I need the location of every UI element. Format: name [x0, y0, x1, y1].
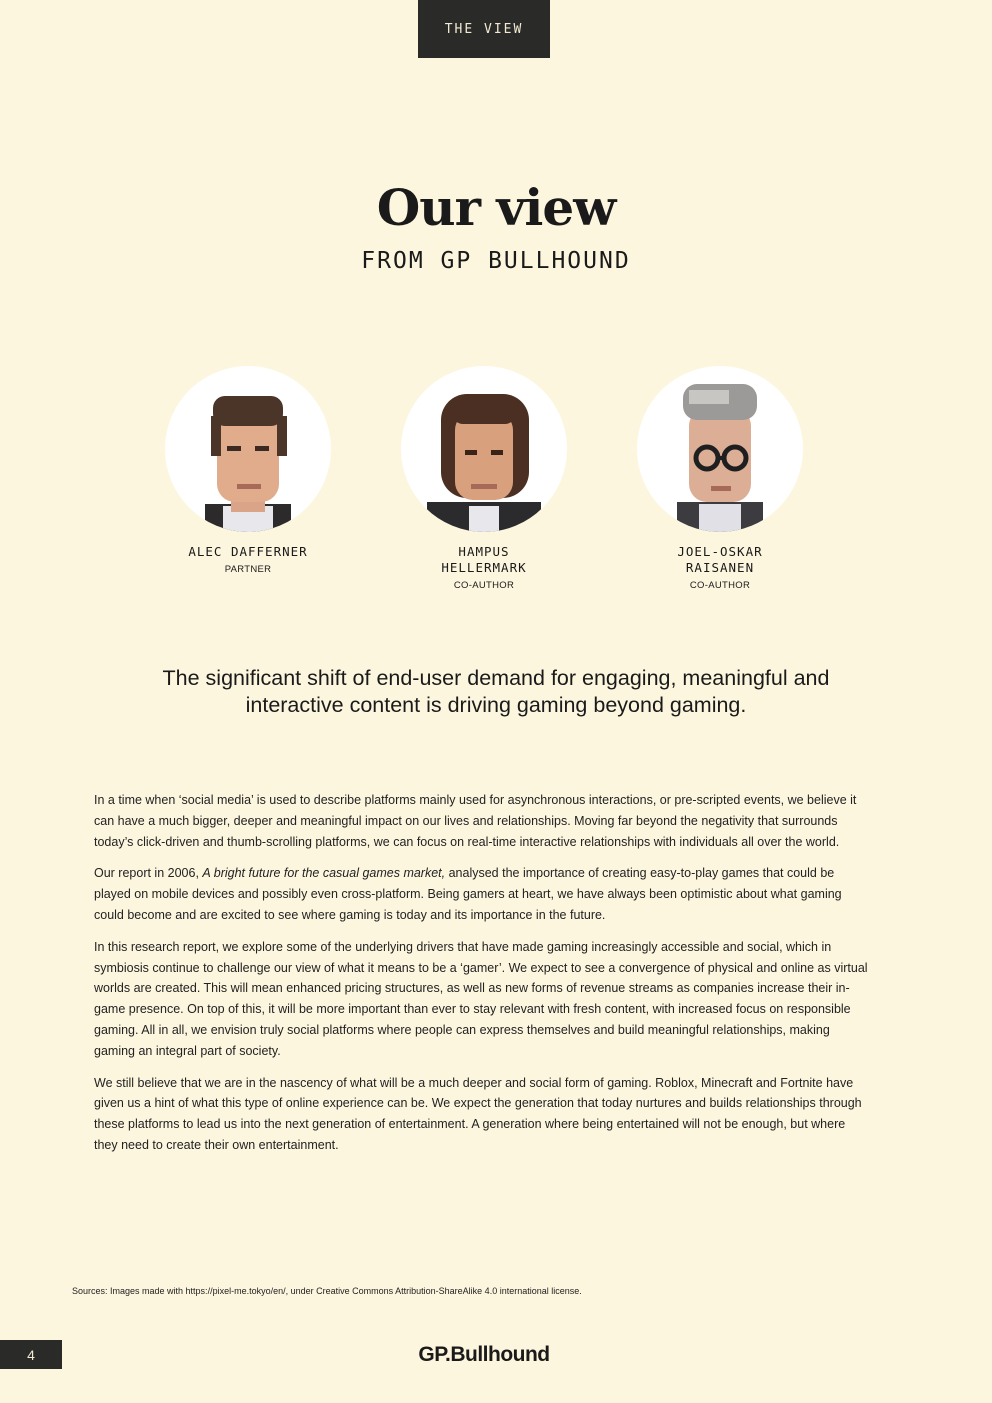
paragraph-2 [94, 863, 870, 925]
pull-quote: The significant shift of end-user demand for engaging, meaningful and interactive content is driving gaming beyond gaming. [162, 666, 830, 717]
pixel-portrait-image [637, 366, 803, 532]
paragraph-4: We still believe that we are in the nascency of what will be a much deeper and social form of gaming. Roblox, Minecraft and Fortnite have given us a hint of what this type of online experience can be. We expect the generation that today nurtures and builds relationships through these platforms to lead us into the next generation of entertainment. A generation where being entertained will not be enough, but where they need to create their own entertainment. [94, 1075, 862, 1152]
pixel-portrait-image [165, 366, 331, 532]
avatar [637, 366, 803, 532]
paragraph-2-end: analysed the importance of creating easy-to-play games that could be played on mobile devices and possibly even cross-platform. Being gamers at heart, we have always been optimistic about what gaming could become and are excited to see where gaming is today and its importance in the future. [94, 866, 842, 922]
person-card-3 [600, 366, 840, 591]
person-card-1 [128, 366, 368, 575]
page-number: 4 [0, 1340, 62, 1369]
paragraph-2-start: Our report in 2006, [94, 866, 203, 881]
page-title: Our view [376, 178, 616, 237]
person-role: CO-AUTHOR [689, 580, 751, 591]
paragraph-3: In this research report, we explore some of the underlying drivers that have made gaming increasingly accessible and social, which in symbiosis continue to challenge our view of what it means to be a ‘gamer’. We expect to see a convergence of physical and online as virtual worlds are created. This will mean enhanced pricing structures, as well as new forms of revenue streams as companies increase their in-game presence. On top of this, it will be more important than ever to stay relevant with fresh content, with increased focus on responsible gaming. All in all, we envision truly social platforms where people can express themselves and build meaningful relationships, making gaming an integral part of society. [94, 939, 868, 1058]
paragraph-1: In a time when ‘social media’ is used to describe platforms mainly used for asynchronous interactions, or pre-scripted events, we believe it can have a much bigger, deeper and meaningful impact on our lives and relationships. Moving far beyond the negativity that surrounds today’s click-driven and thumb-scrolling platforms, we can focus on real-time interactive relationships with individuals all over the world. [94, 793, 857, 849]
person-name: HAMPUS HELLERMARK [441, 544, 527, 575]
pixel-portrait-image [401, 366, 567, 532]
report-title: A bright future for the casual games market, [202, 866, 446, 881]
person-card-2 [364, 366, 604, 591]
person-role: CO-AUTHOR [453, 580, 515, 591]
sources-note: Sources: Images made with https://pixel-me.tokyo/en/, under Creative Commons Attribution-ShareAlike 4.0 international license. [72, 1286, 582, 1296]
avatar [401, 366, 567, 532]
section-tab: THE VIEW [418, 0, 550, 58]
person-role: PARTNER [224, 564, 272, 575]
page-subtitle: FROM GP BULLHOUND [361, 248, 631, 274]
person-name: ALEC DAFFERNER [188, 544, 308, 559]
gp-bullhound-logo: GP.Bullhound [418, 1343, 550, 1366]
body-text [94, 790, 870, 1167]
avatar [165, 366, 331, 532]
person-name: JOEL-OSKAR RAISANEN [677, 544, 763, 575]
